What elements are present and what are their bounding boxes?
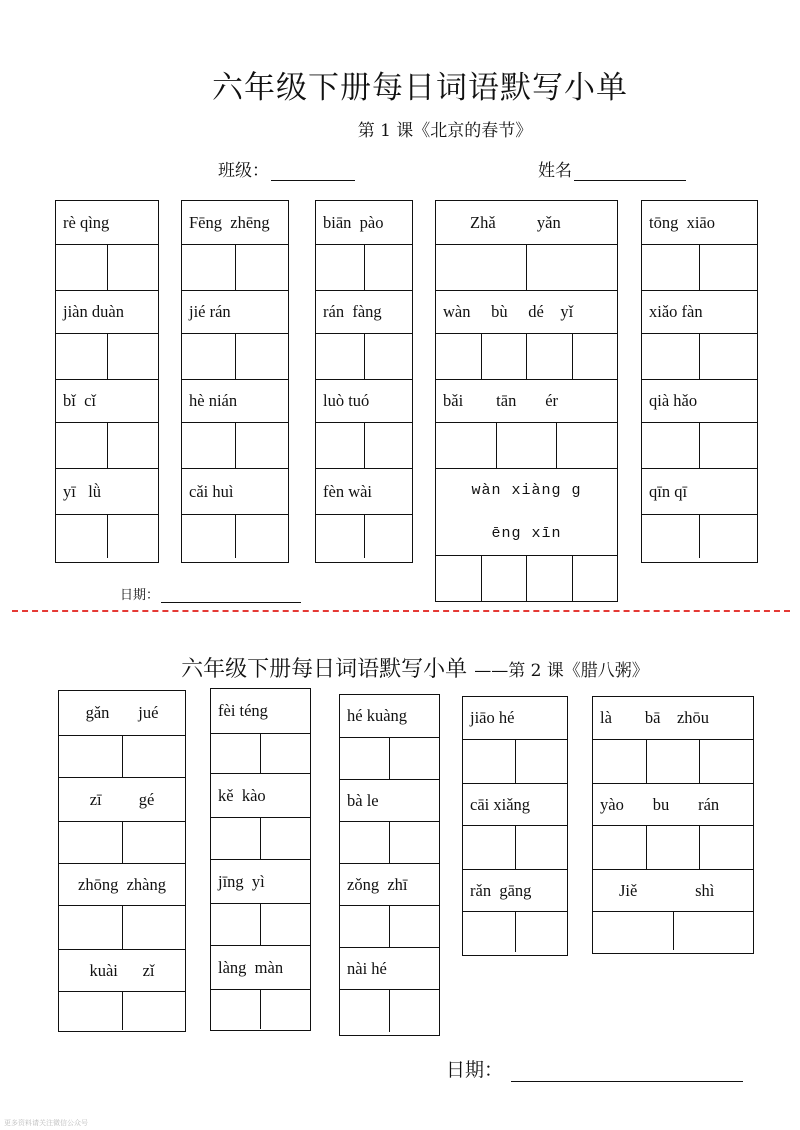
name-blank[interactable] xyxy=(574,162,686,181)
pinyin-row: gǎn jué xyxy=(85,703,159,722)
name-label: 姓名 xyxy=(538,161,572,181)
answer-boxes[interactable] xyxy=(340,905,439,947)
pinyin-row: tōng xiāo xyxy=(649,212,715,232)
pinyin-row: Jiě shì xyxy=(593,869,753,911)
pinyin-row: bà le xyxy=(340,779,439,821)
pinyin-row: làng màn xyxy=(211,945,310,989)
pinyin-row: nài hé xyxy=(340,947,439,989)
pinyin-line: wàn xiàng g xyxy=(471,482,582,499)
pinyin-row: rán fàng xyxy=(316,290,412,333)
answer-boxes[interactable] xyxy=(463,739,567,783)
answer-boxes[interactable] xyxy=(316,422,412,468)
pinyin-row: hé kuàng xyxy=(347,706,408,725)
vocab-card-10 xyxy=(592,696,754,954)
answer-boxes[interactable] xyxy=(436,555,617,601)
answer-boxes[interactable] xyxy=(182,514,288,558)
answer-boxes[interactable] xyxy=(436,333,617,379)
date-label: 日期： xyxy=(446,1059,504,1081)
pinyin-row: luò tuó xyxy=(316,379,412,422)
pinyin-row: là bā zhōu xyxy=(600,708,710,727)
class-blank[interactable] xyxy=(271,162,355,181)
class-label: 班级： xyxy=(218,161,269,181)
pinyin-row: bǎi tān ér xyxy=(436,379,617,422)
answer-boxes[interactable] xyxy=(642,333,757,379)
pinyin-row: hè nián xyxy=(182,379,288,422)
answer-boxes[interactable] xyxy=(316,244,412,290)
answer-boxes[interactable] xyxy=(211,989,310,1029)
answer-boxes[interactable] xyxy=(593,911,753,950)
pinyin-row: yī lǜ xyxy=(56,468,158,514)
pinyin-row-double xyxy=(436,468,617,555)
pinyin-row: yào bu rán xyxy=(593,783,753,825)
pinyin-row: jiāo hé xyxy=(470,708,515,727)
pinyin-row: jiàn duàn xyxy=(56,290,158,333)
answer-boxes[interactable] xyxy=(211,733,310,773)
answer-boxes[interactable] xyxy=(59,905,185,949)
pinyin-row: rè qìng xyxy=(63,212,110,232)
answer-boxes[interactable] xyxy=(56,333,158,379)
page-title-2 xyxy=(0,652,800,683)
cut-line xyxy=(12,610,790,612)
vocab-card-1 xyxy=(55,200,159,563)
page-title: 六年级下册每日词语默写小单 xyxy=(212,70,628,106)
lesson-subtitle-2: ——第 2 课《腊八粥》 xyxy=(474,661,649,681)
answer-boxes[interactable] xyxy=(463,825,567,869)
pinyin-row: jīng yì xyxy=(211,859,310,903)
answer-boxes[interactable] xyxy=(642,244,757,290)
answer-boxes[interactable] xyxy=(182,422,288,468)
vocab-card-7 xyxy=(210,688,311,1031)
pinyin-row: jié rán xyxy=(182,290,288,333)
pinyin-row: wàn bù dé yǐ xyxy=(436,290,617,333)
answer-boxes[interactable] xyxy=(436,422,617,468)
pinyin-row: qīn qī xyxy=(642,468,757,514)
answer-boxes[interactable] xyxy=(182,333,288,379)
pinyin-row: zǒng zhī xyxy=(340,863,439,905)
date-blank[interactable] xyxy=(161,590,301,603)
vocab-card-5 xyxy=(641,200,758,563)
answer-boxes[interactable] xyxy=(211,817,310,859)
answer-boxes[interactable] xyxy=(463,911,567,952)
name-field xyxy=(538,156,686,181)
answer-boxes[interactable] xyxy=(56,422,158,468)
pinyin-row: fèi téng xyxy=(218,701,268,720)
pinyin-row: cǎi huì xyxy=(182,468,288,514)
pinyin-row: cāi xiǎng xyxy=(463,783,567,825)
vocab-card-4 xyxy=(435,200,618,602)
date-field-1 xyxy=(120,584,301,603)
date-blank[interactable] xyxy=(511,1061,743,1082)
pinyin-row: zhōng zhàng xyxy=(59,863,185,905)
answer-boxes[interactable] xyxy=(59,821,185,863)
lesson-subtitle: 第 1 课《北京的春节》 xyxy=(357,121,533,141)
answer-boxes[interactable] xyxy=(211,903,310,945)
pinyin-row: biān pào xyxy=(323,212,384,232)
answer-boxes[interactable] xyxy=(340,821,439,863)
vocab-card-9 xyxy=(462,696,568,956)
pinyin-row: Fēng zhēng xyxy=(189,212,270,232)
pinyin-row: kě kào xyxy=(211,773,310,817)
pinyin-row: bǐ cǐ xyxy=(56,379,158,422)
answer-boxes[interactable] xyxy=(593,825,753,869)
pinyin-row: qià hǎo xyxy=(642,379,757,422)
answer-boxes[interactable] xyxy=(642,514,757,558)
answer-boxes[interactable] xyxy=(316,514,412,558)
answer-boxes[interactable] xyxy=(59,735,185,777)
answer-boxes[interactable] xyxy=(340,989,439,1032)
date-field-2 xyxy=(446,1055,743,1082)
answer-boxes[interactable] xyxy=(56,244,158,290)
date-label: 日期： xyxy=(120,588,160,603)
answer-boxes[interactable] xyxy=(436,244,617,290)
answer-boxes[interactable] xyxy=(593,739,753,783)
vocab-card-6 xyxy=(58,690,186,1032)
vocab-card-3 xyxy=(315,200,413,563)
pinyin-row: fèn wài xyxy=(316,468,412,514)
answer-boxes[interactable] xyxy=(340,737,439,779)
pinyin-row: kuài zǐ xyxy=(59,949,185,991)
pinyin-row: Zhǎ yǎn xyxy=(470,212,561,232)
pinyin-row: zī gé xyxy=(59,777,185,821)
answer-boxes[interactable] xyxy=(182,244,288,290)
pinyin-line: ēng xīn xyxy=(491,524,562,542)
vocab-card-8 xyxy=(339,694,440,1036)
title-2-text: 六年级下册每日词语默写小单 xyxy=(181,657,468,682)
answer-boxes[interactable] xyxy=(316,333,412,379)
class-field xyxy=(218,156,355,181)
answer-boxes[interactable] xyxy=(642,422,757,468)
answer-boxes[interactable] xyxy=(56,514,158,558)
vocab-card-2 xyxy=(181,200,289,563)
pinyin-row: rǎn gāng xyxy=(463,869,567,911)
watermark: 更多资料请关注微信公众号 xyxy=(4,1119,88,1127)
answer-boxes[interactable] xyxy=(59,991,185,1030)
pinyin-row: xiǎo fàn xyxy=(642,290,757,333)
